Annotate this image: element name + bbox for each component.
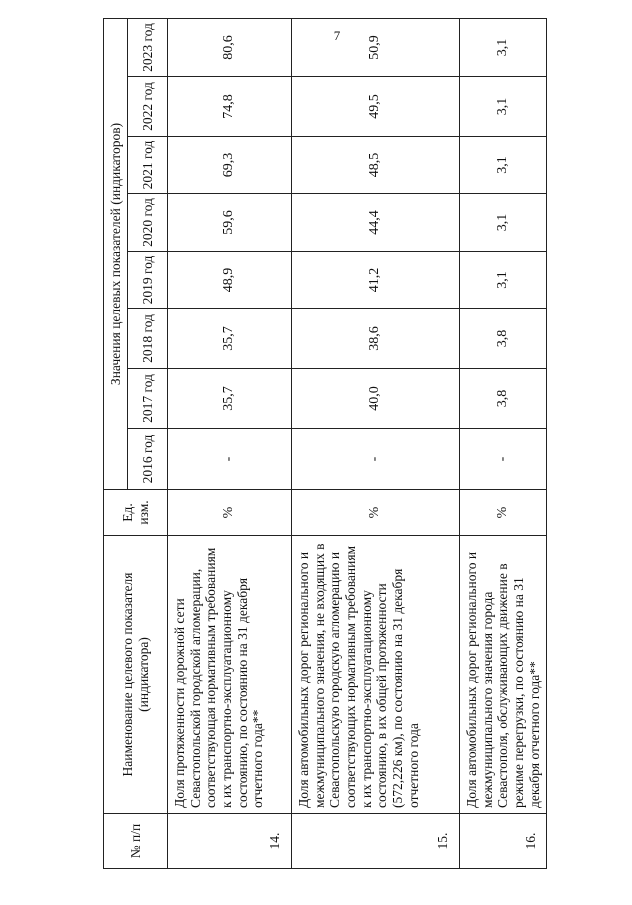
indicators-table [103, 18, 547, 869]
header-year: 2023 год [128, 18, 168, 76]
header-year: 2019 год [128, 252, 168, 309]
row-value: 35,7 [168, 369, 292, 429]
row-value: 69,3 [168, 137, 292, 194]
row-value: 50,9 [292, 18, 460, 76]
header-values-group: Значения целевых показателей (индикаторов) [104, 18, 128, 489]
row-value: 49,5 [292, 77, 460, 137]
page-number: 7 [333, 28, 341, 43]
row-value: 80,6 [168, 18, 292, 76]
row-value: 74,8 [168, 77, 292, 137]
table-row [460, 18, 547, 868]
row-unit: % [292, 490, 460, 536]
row-name: Доля протяженности дорожной сети Севастопольской городской агломерации, соответствующая нормативным требованиям к их транспортно-эксплуатационному состоянию, по состоянию на 31 декабря отчетного года** [168, 536, 292, 814]
row-value: 40,0 [292, 369, 460, 429]
header-unit: Ед. изм. [104, 490, 168, 536]
row-num: 15. [292, 814, 460, 869]
row-value: - [168, 429, 292, 490]
row-value: 3,8 [460, 369, 547, 429]
row-unit: % [460, 490, 547, 536]
row-name: Доля автомобильных дорог регионального и межмуниципального значения, не входящих в Севастопольскую городскую агломерацию и соответствующих нормативным требованиям к их транспортно-эксплуатационному состоянию, в их общей протяженности (572,226 км), по состоянию на 31 декабря отчетного года [292, 536, 460, 814]
row-value: 3,1 [460, 252, 547, 309]
row-value: 48,5 [292, 137, 460, 194]
table-row [292, 18, 460, 868]
rotated-table-container [103, 23, 542, 869]
row-value: 41,2 [292, 252, 460, 309]
row-value: 3,1 [460, 77, 547, 137]
row-value: 3,8 [460, 309, 547, 369]
row-value: 35,7 [168, 309, 292, 369]
row-value: 59,6 [168, 194, 292, 252]
row-value: - [460, 429, 547, 490]
row-value: 3,1 [460, 137, 547, 194]
row-value: 38,6 [292, 309, 460, 369]
header-year: 2022 год [128, 77, 168, 137]
row-num: 14. [168, 814, 292, 869]
header-year: 2021 год [128, 137, 168, 194]
header-year: 2016 год [128, 429, 168, 490]
row-value: 48,9 [168, 252, 292, 309]
row-name: Доля автомобильных дорог регионального и межмуниципального значения города Севастополя, обслуживающих движение в режиме перегрузки, по состоянию на 31 декабря отчетного года** [460, 536, 547, 814]
header-year: 2020 год [128, 194, 168, 252]
row-value: - [292, 429, 460, 490]
header-year: 2017 год [128, 369, 168, 429]
row-num: 16. [460, 814, 547, 869]
row-value: 3,1 [460, 194, 547, 252]
header-year: 2018 год [128, 309, 168, 369]
row-unit: % [168, 490, 292, 536]
header-name: Наименование целевого показателя (индикатора) [104, 536, 168, 814]
row-value: 44,4 [292, 194, 460, 252]
row-value: 3,1 [460, 18, 547, 76]
header-num: № п/п [104, 814, 168, 869]
table-row [168, 18, 292, 868]
